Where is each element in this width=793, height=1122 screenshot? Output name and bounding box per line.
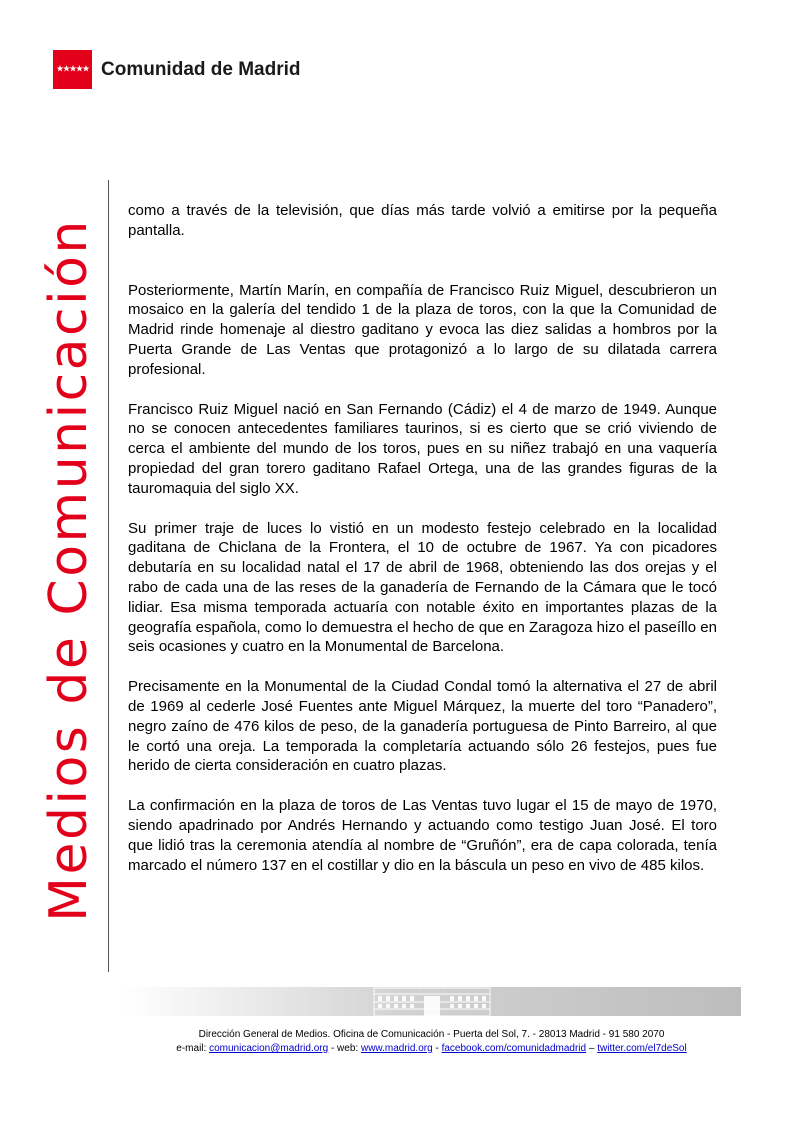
paragraph: Su primer traje de luces lo vistió en un modesto festejo celebrado en la localidad gaditana de Chiclana de la Frontera, el 10 de octubre de 1967. Ya con picadores debutaría en su localidad natal el 17 de abril de 1968, obteniendo las dos orejas y el rabo de cada una de las reses de la ganadería de Fernando de la Cámara que le tocó lidiar. Esa misma temporada actuaría con notable éxito en importantes plazas de la geografía española, como lo demuestra el hecho de que en Zaragoza hizo el paseíllo en seis ocasiones y cuatro en la Monumental de Barcelona. — [128, 519, 717, 656]
side-banner — [39, 180, 99, 960]
footer-contact — [122, 1028, 741, 1056]
separator: - — [432, 1043, 442, 1054]
web-separator: - web: — [328, 1043, 361, 1054]
twitter-link[interactable]: twitter.com/el7deSol — [597, 1043, 687, 1054]
web-link[interactable]: www.madrid.org — [360, 1043, 433, 1054]
vertical-divider — [108, 180, 109, 972]
facebook-link[interactable]: facebook.com/comunidadmadrid — [441, 1043, 587, 1054]
org-name: Comunidad de Madrid — [101, 58, 301, 80]
article-body — [128, 201, 717, 895]
building-icon — [372, 966, 492, 1021]
footer-address: Dirección General de Medios. Oficina de Comunicación - Puerta del Sol, 7. - 28013 Madrid - 91 580 2070 — [198, 1029, 665, 1040]
paragraph: Francisco Ruiz Miguel nació en San Fernando (Cádiz) el 4 de marzo de 1949. Aunque no se conocen antecedentes familiares taurinos, si es cierto que se crió viviendo de cerca el ambiente del mundo de los toros, pues en su niñez trabajó en una vaquería propiedad del gran torero gaditano Rafael Ortega, una de las grandes figuras de la tauromaquia del siglo XX. — [128, 400, 717, 497]
footer-links-line — [122, 1042, 741, 1056]
side-title: Medios de Comunicación — [39, 218, 99, 922]
paragraph: Posteriormente, Martín Marín, en compañía de Francisco Ruiz Miguel, descubrieron un mosaico en la galería del tendido 1 de la plaza de toros, con la que la Comunidad de Madrid rinde homenaje al diestro gaditano y evoca las diez salidas a hombros por la Puerta Grande de Las Ventas que protagonizó a lo largo de su dilatada carrera profesional. — [128, 281, 717, 378]
email-label: e-mail: — [176, 1043, 210, 1054]
separator: – — [586, 1043, 598, 1054]
paragraph: como a través de la televisión, que días más tarde volvió a emitirse por la pequeña pantalla. — [128, 202, 717, 239]
header-logo — [53, 50, 301, 89]
paragraph: Precisamente en la Monumental de la Ciudad Condal tomó la alternativa el 27 de abril de 1969 al cederle José Fuentes ante Miguel Márquez, la muerte del toro “Panadero”, negro zaíno de 476 kilos de peso, de la ganadería portuguesa de Pinto Barreiro, al que le cortó una oreja. La temporada la completaría actuando sólo 26 festejos, pues fue herido de cierta consideración en cuatro plazas. — [128, 678, 717, 775]
email-link[interactable]: comunicacion@madrid.org — [209, 1043, 329, 1054]
madrid-flag-icon — [53, 50, 92, 89]
paragraph: La confirmación en la plaza de toros de Las Ventas tuvo lugar el 15 de mayo de 1970, siendo apadrinado por Andrés Hernando y actuando como testigo Juan José. El toro que lidió tras la ceremonia atendía al nombre de “Gruñón”, era de capa colorada, tenía marcado el número 137 en el costillar y dio en la báscula un peso en vivo de 485 kilos. — [128, 797, 717, 874]
